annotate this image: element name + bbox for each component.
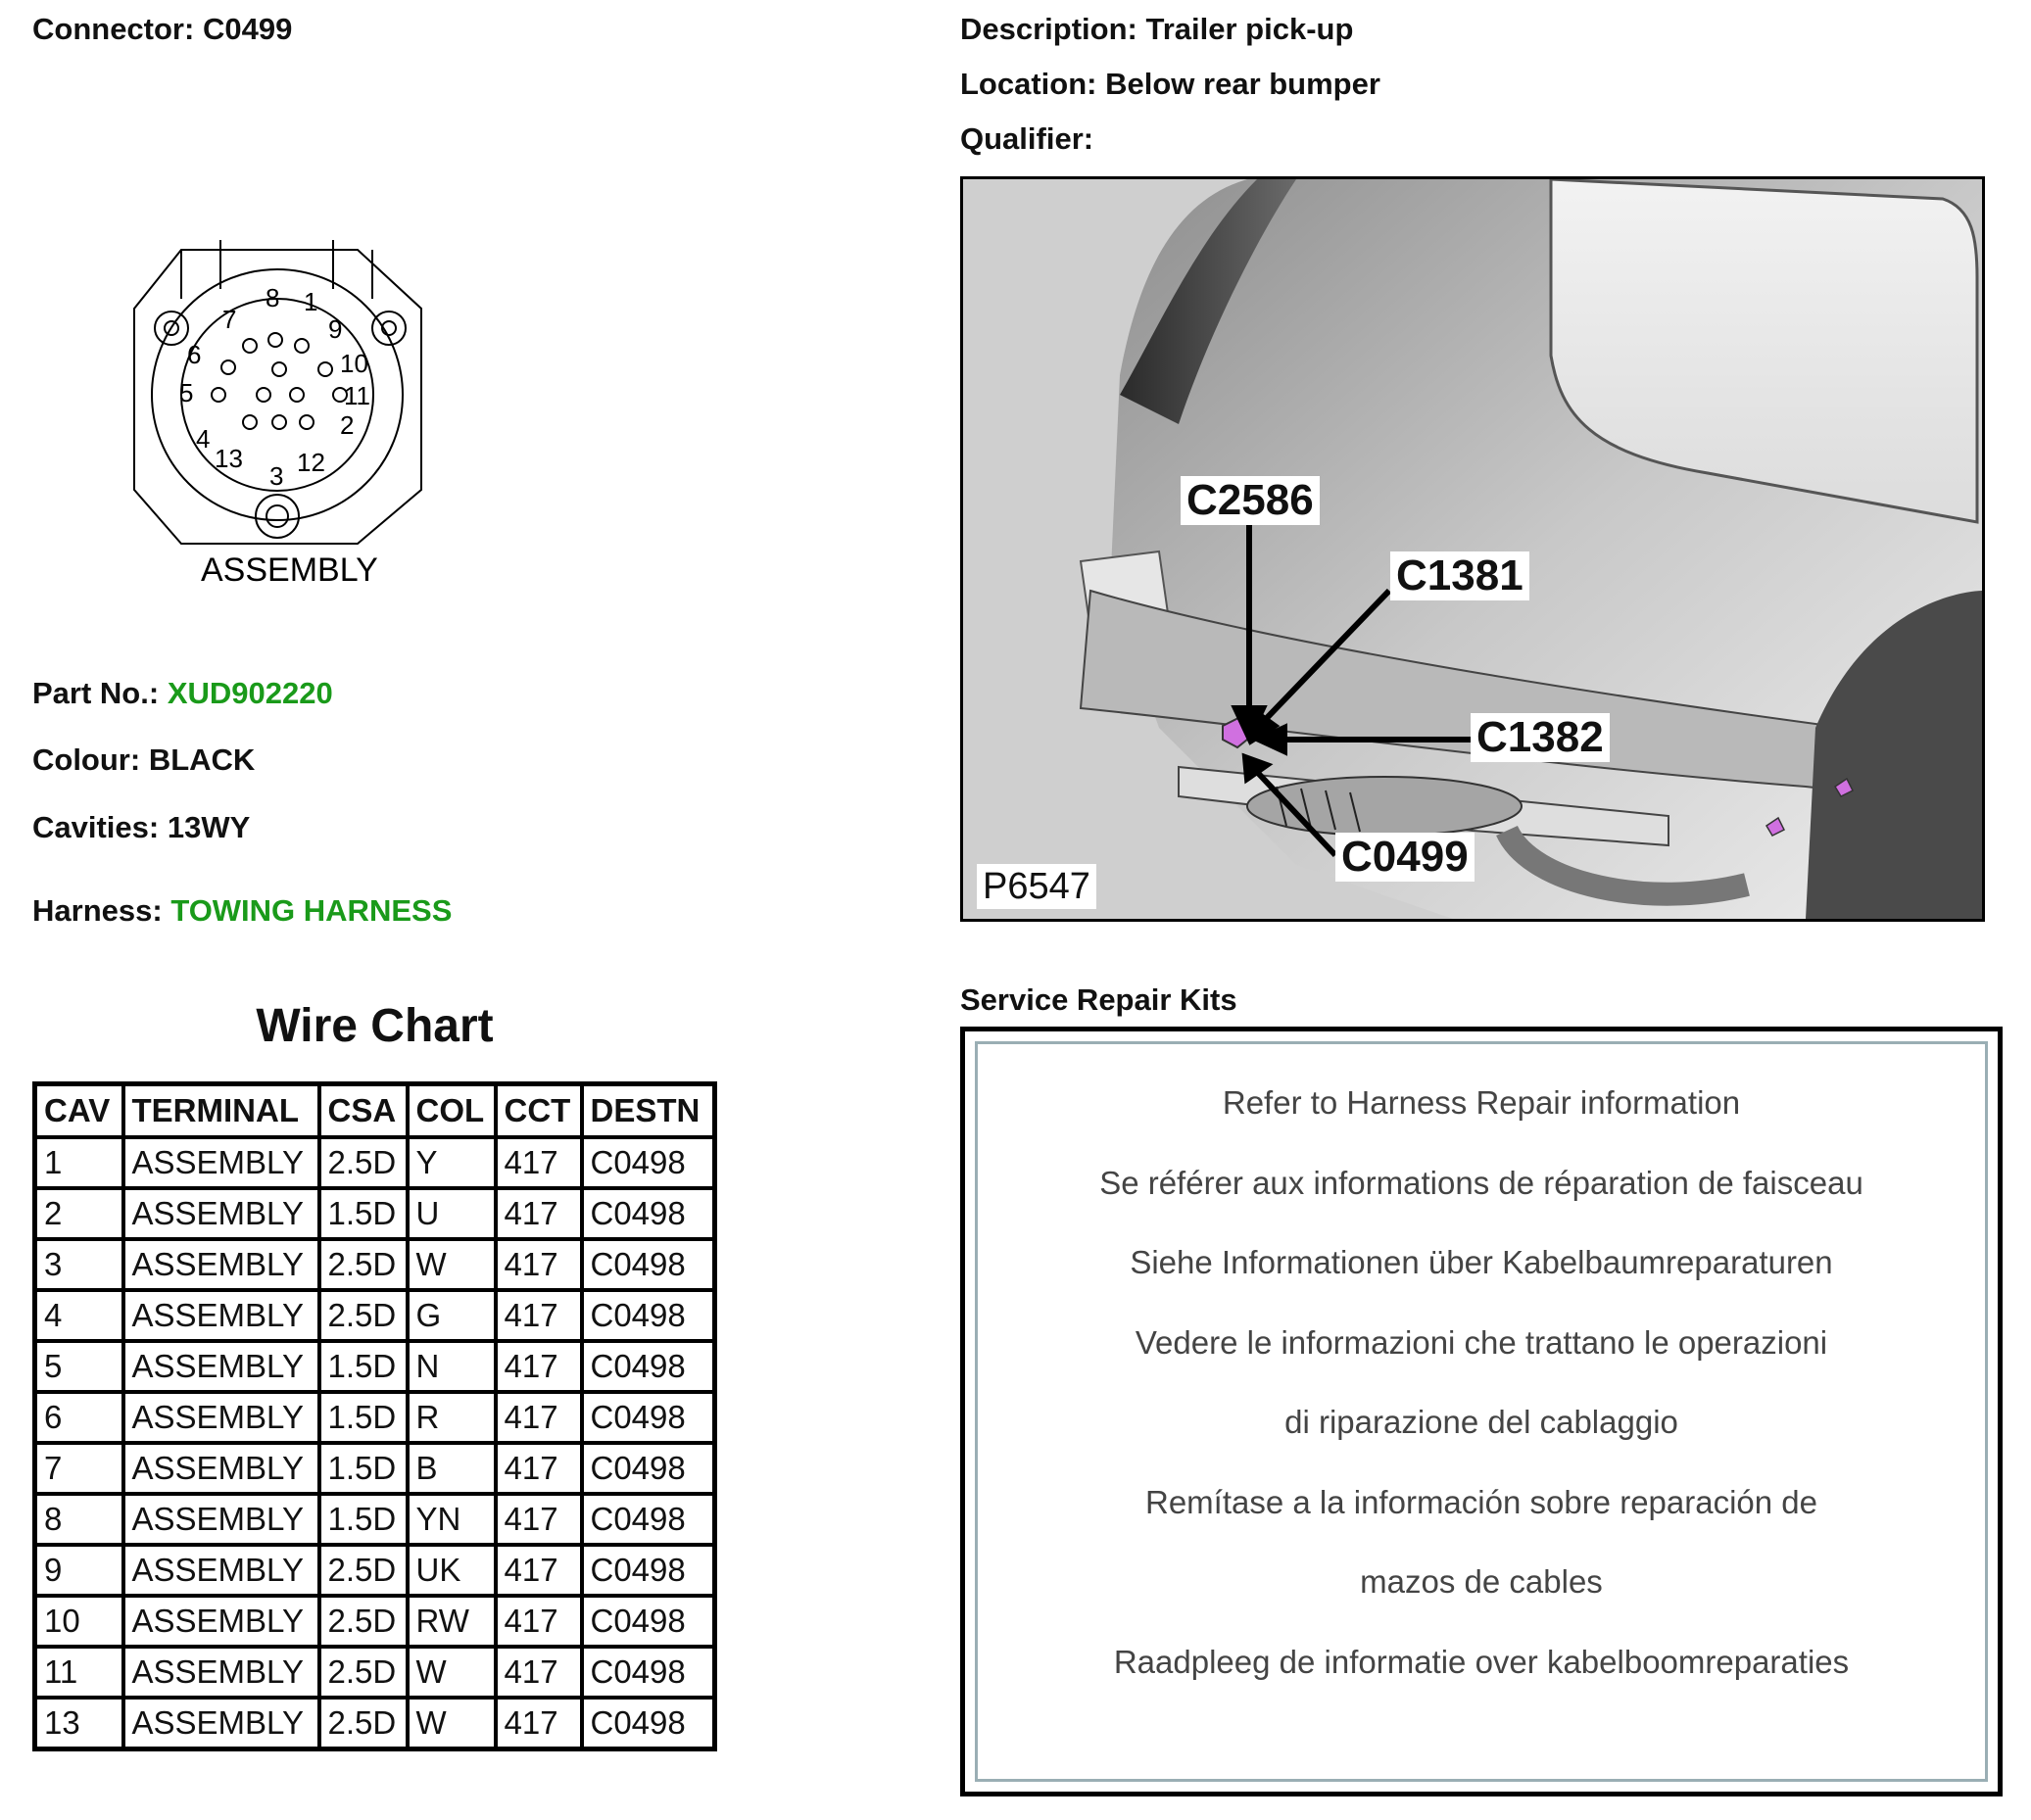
repair-kits-inner — [975, 1041, 1988, 1782]
repair-info-line: Se référer aux informations de réparation de faisceau — [1099, 1164, 1863, 1201]
repair-info-line: mazos de cables — [1360, 1563, 1603, 1600]
table-cell-col: G — [408, 1290, 496, 1341]
callout-c1381: C1381 — [1390, 551, 1529, 600]
column-header: DESTN — [582, 1084, 715, 1138]
wire-chart-body — [35, 1137, 715, 1749]
column-header: CAV — [35, 1084, 123, 1138]
table-cell-cav: 11 — [35, 1647, 123, 1698]
table-cell-csa: 1.5D — [319, 1188, 408, 1239]
table-cell-cct: 417 — [496, 1137, 582, 1188]
table-cell-csa: 2.5D — [319, 1647, 408, 1698]
part-number-link[interactable]: XUD902220 — [167, 676, 333, 710]
table-cell-destn: C0498 — [582, 1596, 715, 1647]
table-header-row — [35, 1084, 715, 1138]
cavities-label: Cavities: — [32, 810, 160, 844]
table-cell-cct: 417 — [496, 1239, 582, 1290]
repair-kits-box — [960, 1027, 2003, 1796]
pin-label: 7 — [222, 305, 237, 334]
colour-value: BLACK — [148, 742, 256, 777]
table-cell-col: YN — [408, 1494, 496, 1545]
pin-label: 6 — [187, 340, 202, 369]
pin-label: 13 — [215, 444, 243, 473]
table-cell-destn: C0498 — [582, 1341, 715, 1392]
table-cell-terminal: ASSEMBLY — [123, 1698, 319, 1749]
repair-info-line: Remítase a la información sobre reparación de — [1144, 1483, 1818, 1520]
connector-face-diagram — [122, 230, 446, 602]
table-row — [35, 1239, 715, 1290]
colour-label: Colour: — [32, 742, 141, 777]
description-info — [960, 12, 1353, 47]
table-cell-col: W — [408, 1647, 496, 1698]
table-row — [35, 1290, 715, 1341]
connector-label: Connector: — [32, 12, 195, 46]
pin-label: 10 — [340, 349, 368, 378]
description-value: Trailer pick-up — [1145, 12, 1354, 46]
cavities-value: 13WY — [167, 810, 251, 844]
table-cell-cav: 6 — [35, 1392, 123, 1443]
pin-holes — [212, 333, 347, 429]
wire-chart-table — [32, 1081, 717, 1751]
location-value: Below rear bumper — [1105, 67, 1380, 101]
callout-c0499: C0499 — [1335, 833, 1475, 882]
harness-link[interactable]: TOWING HARNESS — [170, 893, 453, 928]
table-cell-cct: 417 — [496, 1596, 582, 1647]
table-cell-cct: 417 — [496, 1647, 582, 1698]
table-cell-col: U — [408, 1188, 496, 1239]
table-cell-cav: 3 — [35, 1239, 123, 1290]
column-header: TERMINAL — [123, 1084, 319, 1138]
table-row — [35, 1341, 715, 1392]
pin-label: 5 — [179, 378, 194, 407]
table-cell-col: W — [408, 1239, 496, 1290]
pin-label: 11 — [344, 381, 370, 410]
table-cell-csa: 1.5D — [319, 1443, 408, 1494]
pin-label: 3 — [269, 461, 284, 491]
repair-kits-title: Service Repair Kits — [960, 982, 1237, 1017]
table-cell-terminal: ASSEMBLY — [123, 1392, 319, 1443]
colour-info — [32, 742, 255, 778]
table-cell-destn: C0498 — [582, 1290, 715, 1341]
callout-c1382: C1382 — [1471, 713, 1610, 762]
table-cell-cav: 13 — [35, 1698, 123, 1749]
table-cell-cav: 9 — [35, 1545, 123, 1596]
connector-value: C0499 — [202, 12, 293, 46]
repair-kits-text — [978, 1083, 1985, 1722]
table-cell-cav: 2 — [35, 1188, 123, 1239]
table-cell-csa: 2.5D — [319, 1545, 408, 1596]
vehicle-location-image — [960, 176, 1985, 922]
table-cell-cct: 417 — [496, 1545, 582, 1596]
table-cell-cct: 417 — [496, 1443, 582, 1494]
table-cell-cav: 1 — [35, 1137, 123, 1188]
table-cell-cav: 8 — [35, 1494, 123, 1545]
table-cell-destn: C0498 — [582, 1443, 715, 1494]
table-row — [35, 1647, 715, 1698]
description-label: Description: — [960, 12, 1137, 46]
repair-info-line: Siehe Informationen über Kabelbaumreparaturen — [1130, 1244, 1833, 1280]
harness-label: Harness: — [32, 893, 163, 928]
pin-label: 9 — [328, 314, 343, 344]
part-label: Part No.: — [32, 676, 160, 710]
callout-c2586: C2586 — [1181, 476, 1320, 525]
table-row — [35, 1494, 715, 1545]
repair-info-line: Raadpleeg de informatie over kabelboomreparaties — [1113, 1643, 1850, 1680]
table-cell-destn: C0498 — [582, 1698, 715, 1749]
table-cell-destn: C0498 — [582, 1188, 715, 1239]
table-cell-cct: 417 — [496, 1290, 582, 1341]
table-cell-destn: C0498 — [582, 1137, 715, 1188]
location-info — [960, 67, 1380, 102]
table-cell-cct: 417 — [496, 1698, 582, 1749]
table-row — [35, 1596, 715, 1647]
connector-face-svg — [122, 230, 446, 602]
table-cell-col: N — [408, 1341, 496, 1392]
table-cell-cav: 7 — [35, 1443, 123, 1494]
table-row — [35, 1698, 715, 1749]
table-cell-col: B — [408, 1443, 496, 1494]
table-cell-csa: 1.5D — [319, 1341, 408, 1392]
table-row — [35, 1443, 715, 1494]
table-cell-cav: 5 — [35, 1341, 123, 1392]
table-cell-col: RW — [408, 1596, 496, 1647]
table-cell-terminal: ASSEMBLY — [123, 1341, 319, 1392]
table-cell-terminal: ASSEMBLY — [123, 1494, 319, 1545]
table-cell-terminal: ASSEMBLY — [123, 1647, 319, 1698]
table-cell-csa: 2.5D — [319, 1290, 408, 1341]
table-cell-csa: 1.5D — [319, 1494, 408, 1545]
table-cell-csa: 2.5D — [319, 1596, 408, 1647]
wire-chart-title: Wire Chart — [256, 1000, 494, 1052]
table-cell-cav: 4 — [35, 1290, 123, 1341]
table-cell-csa: 2.5D — [319, 1698, 408, 1749]
table-cell-cav: 10 — [35, 1596, 123, 1647]
pin-label: 12 — [297, 448, 325, 477]
cavities-info — [32, 810, 250, 845]
qualifier-label: Qualifier: — [960, 121, 1094, 156]
table-cell-cct: 417 — [496, 1341, 582, 1392]
table-cell-csa: 1.5D — [319, 1392, 408, 1443]
table-cell-terminal: ASSEMBLY — [123, 1290, 319, 1341]
pin-label: 1 — [304, 287, 318, 316]
table-cell-terminal: ASSEMBLY — [123, 1239, 319, 1290]
table-cell-cct: 417 — [496, 1392, 582, 1443]
table-cell-col: Y — [408, 1137, 496, 1188]
image-reference: P6547 — [977, 864, 1096, 909]
table-cell-col: UK — [408, 1545, 496, 1596]
table-cell-destn: C0498 — [582, 1545, 715, 1596]
vehicle-illustration — [963, 179, 1982, 919]
table-cell-destn: C0498 — [582, 1647, 715, 1698]
diagram-caption: ASSEMBLY — [201, 551, 378, 589]
table-row — [35, 1137, 715, 1188]
table-row — [35, 1392, 715, 1443]
column-header: COL — [408, 1084, 496, 1138]
table-cell-terminal: ASSEMBLY — [123, 1545, 319, 1596]
table-cell-col: W — [408, 1698, 496, 1749]
pin-label: 8 — [266, 283, 280, 312]
harness-info — [32, 893, 452, 929]
table-cell-csa: 2.5D — [319, 1137, 408, 1188]
column-header: CCT — [496, 1084, 582, 1138]
repair-info-line: Refer to Harness Repair information — [1222, 1084, 1741, 1121]
table-row — [35, 1188, 715, 1239]
table-cell-terminal: ASSEMBLY — [123, 1596, 319, 1647]
table-row — [35, 1545, 715, 1596]
table-cell-cct: 417 — [496, 1494, 582, 1545]
location-label: Location: — [960, 67, 1097, 101]
pin-label: 2 — [340, 410, 355, 440]
qualifier-info — [960, 121, 1093, 157]
repair-info-line: di riparazione del cablaggio — [1284, 1404, 1678, 1440]
table-cell-destn: C0498 — [582, 1494, 715, 1545]
table-cell-cct: 417 — [496, 1188, 582, 1239]
table-cell-terminal: ASSEMBLY — [123, 1443, 319, 1494]
table-cell-terminal: ASSEMBLY — [123, 1188, 319, 1239]
column-header: CSA — [319, 1084, 408, 1138]
table-cell-csa: 2.5D — [319, 1239, 408, 1290]
connector-info — [32, 12, 292, 47]
table-cell-destn: C0498 — [582, 1239, 715, 1290]
part-info — [32, 676, 333, 711]
pin-label: 4 — [196, 424, 211, 454]
table-cell-col: R — [408, 1392, 496, 1443]
table-cell-terminal: ASSEMBLY — [123, 1137, 319, 1188]
table-cell-destn: C0498 — [582, 1392, 715, 1443]
repair-info-line: Vedere le informazioni che trattano le operazioni — [1135, 1323, 1828, 1361]
